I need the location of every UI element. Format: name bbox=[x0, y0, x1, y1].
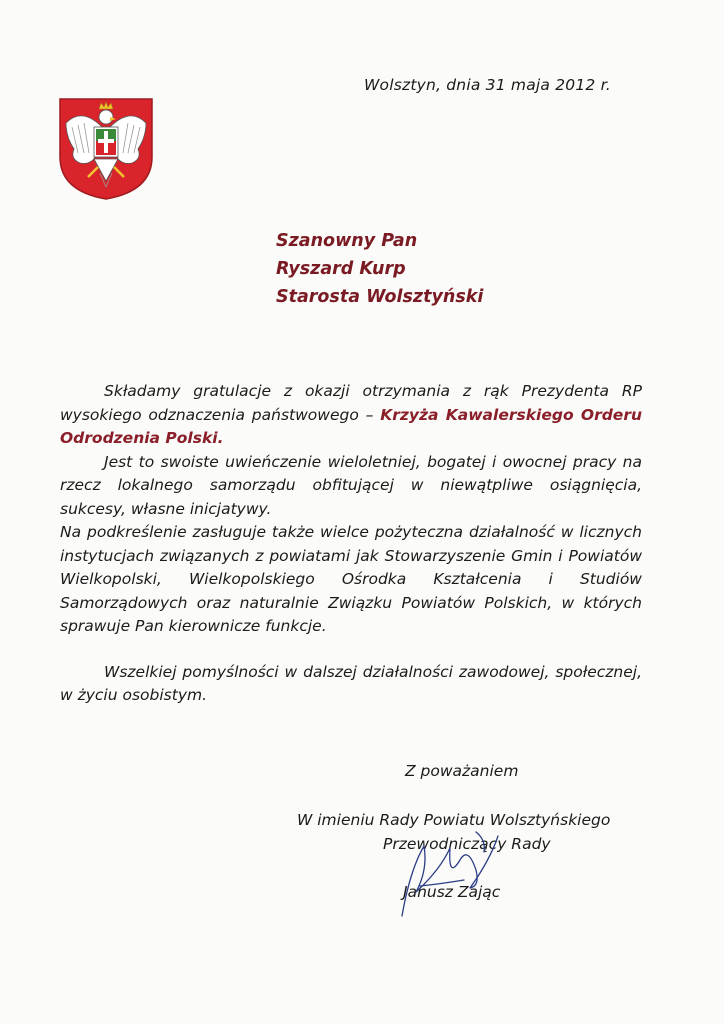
body-line: sukcesy, własne inicjatywy. bbox=[60, 499, 272, 518]
body-line bbox=[60, 427, 642, 451]
body-line: wysokiego odznaczenia państwowego – bbox=[60, 405, 374, 424]
order-name-highlight-cont: Odrodzenia Polski. bbox=[60, 429, 224, 447]
paragraph-gap bbox=[60, 639, 642, 661]
date-line: Wolsztyn, dnia 31 maja 2012 r. bbox=[364, 76, 611, 94]
order-name-highlight: Krzyża Kawalerskiego Orderu bbox=[380, 405, 642, 424]
body-line: Składamy gratulacje z okazji otrzymania z rąk Prezydenta RP bbox=[104, 382, 642, 400]
body-line: instytucjach związanych z powiatami jak Stowarzyszenie Gmin i Powiatów bbox=[60, 546, 642, 565]
body-line: rzecz lokalnego samorządu obfitującej w niewątpliwe osiągnięcia, bbox=[60, 476, 642, 494]
recipient-name: Ryszard Kurp bbox=[276, 259, 406, 279]
letter-body bbox=[60, 380, 642, 708]
closing-regards: Z poważaniem bbox=[405, 762, 519, 780]
body-line-with-highlight bbox=[60, 404, 642, 428]
body-line: Jest to swoiste uwieńczenie wieloletniej, bogatej i owocnej pracy na bbox=[104, 452, 642, 471]
handwritten-signature bbox=[380, 830, 510, 920]
signer-name: Janusz Zając bbox=[403, 883, 501, 901]
salutation: Szanowny Pan bbox=[276, 231, 418, 251]
recipient-title: Starosta Wolsztyński bbox=[276, 287, 484, 307]
body-line: Samorządowych oraz naturalnie Związku Powiatów Polskich, w których bbox=[60, 593, 642, 612]
body-line: Na podkreślenie zasługuje także wielce pożyteczna działalność w licznych bbox=[60, 523, 642, 541]
body-line: sprawuje Pan kierownicze funkcje. bbox=[60, 617, 327, 635]
body-line: Wszelkiej pomyślności w dalszej działalności zawodowej, społecznej, bbox=[104, 662, 642, 681]
body-line: Wielkopolski, Wielkopolskiego Ośrodka Kształcenia i Studiów bbox=[60, 570, 642, 588]
on-behalf-line: W imieniu Rady Powiatu Wolsztyńskiego bbox=[297, 811, 611, 829]
body-line: w życiu osobistym. bbox=[60, 686, 208, 704]
coat-of-arms-icon bbox=[58, 97, 154, 201]
recipient-block bbox=[276, 227, 483, 311]
signer-role: Przewodniczący Rady bbox=[383, 835, 551, 853]
